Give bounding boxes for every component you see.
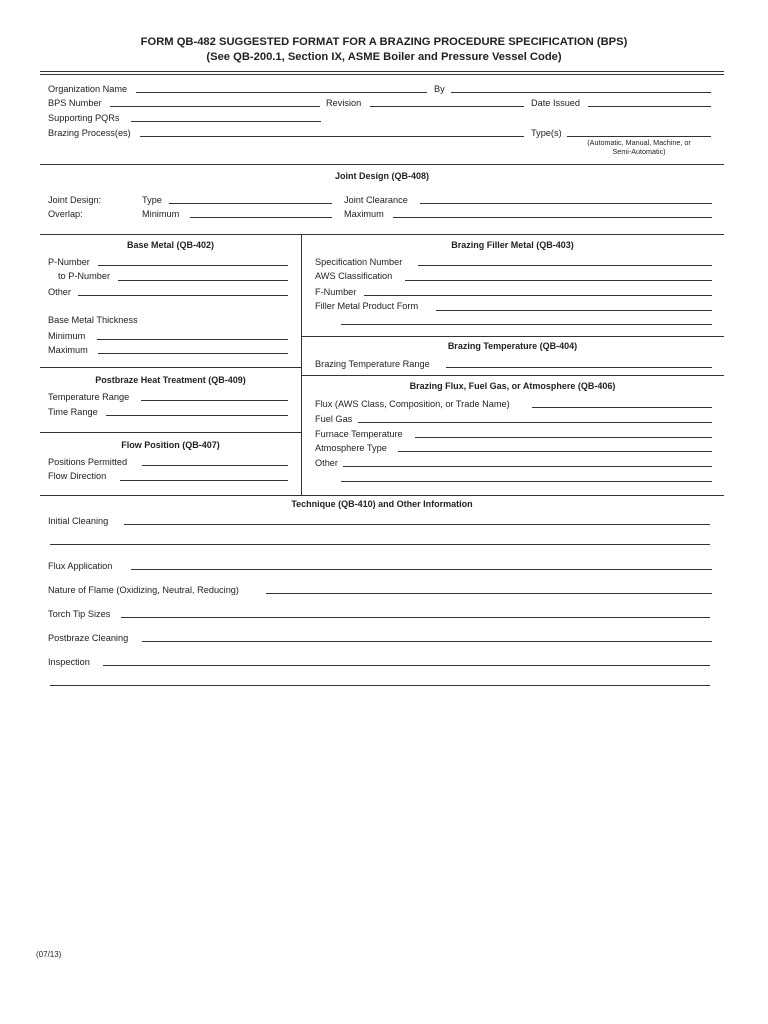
initial-cleaning-label: Initial Cleaning <box>48 516 109 526</box>
flux-label: Flux (AWS Class, Composition, or Trade Name) <box>315 399 510 409</box>
overlap-minimum-label: Minimum <box>142 209 180 219</box>
torch-tip-sizes-label: Torch Tip Sizes <box>48 609 111 619</box>
brazing-temperature-range-label: Brazing Temperature Range <box>315 359 430 369</box>
brazing-temperature-range-field[interactable] <box>446 367 712 368</box>
date-issued-field[interactable] <box>588 106 711 107</box>
p-number-field[interactable] <box>98 265 288 266</box>
atmosphere-type-label: Atmosphere Type <box>315 443 387 453</box>
date-issued-label: Date Issued <box>531 98 581 108</box>
fuel-gas-label: Fuel Gas <box>315 414 353 424</box>
types-label: Type(s) <box>531 128 562 138</box>
by-field[interactable] <box>451 92 711 93</box>
f-number-label: F-Number <box>315 287 357 297</box>
header-rule-bottom <box>40 74 724 75</box>
postbraze-heading: Postbraze Heat Treatment (QB-409) <box>95 375 246 385</box>
nature-of-flame-field[interactable] <box>266 593 712 594</box>
atmosphere-type-field[interactable] <box>398 451 712 452</box>
furnace-temperature-label: Furnace Temperature <box>315 429 403 439</box>
bps-number-label: BPS Number <box>48 98 102 108</box>
flow-direction-field[interactable] <box>120 480 288 481</box>
revision-field[interactable] <box>370 106 524 107</box>
form-subtitle: (See QB-200.1, Section IX, ASME Boiler and Pressure Vessel Code) <box>206 51 562 63</box>
supporting-pqrs-label: Supporting PQRs <box>48 113 120 123</box>
supporting-pqrs-field[interactable] <box>131 121 321 122</box>
pbht-time-range-label: Time Range <box>48 407 98 417</box>
revision-label: Revision <box>326 98 362 108</box>
header-rule-top <box>40 71 724 72</box>
nature-of-flame-label: Nature of Flame (Oxidizing, Neutral, Reducing) <box>48 585 239 595</box>
flux-heading: Brazing Flux, Fuel Gas, or Atmosphere (QB-406) <box>409 381 616 391</box>
by-label: By <box>434 84 445 94</box>
to-p-number-field[interactable] <box>118 280 288 281</box>
product-form-field[interactable] <box>436 310 712 311</box>
filler-metal-heading: Brazing Filler Metal (QB-403) <box>451 240 574 250</box>
thickness-minimum-label: Minimum <box>48 331 86 341</box>
brazing-temperature-heading: Brazing Temperature (QB-404) <box>447 341 578 351</box>
technique-heading: Technique (QB-410) and Other Information <box>291 499 473 509</box>
p-number-label: P-Number <box>48 257 90 267</box>
joint-design-label: Joint Design: <box>48 195 102 205</box>
joint-type-field[interactable] <box>169 203 332 204</box>
right-divider-temperature <box>301 336 724 337</box>
organization-name-label: Organization Name <box>48 84 128 94</box>
pbht-time-range-field[interactable] <box>106 415 288 416</box>
torch-tip-sizes-field[interactable] <box>121 617 710 618</box>
positions-permitted-label: Positions Permitted <box>48 457 128 467</box>
types-note-line-2: Semi-Automatic) <box>612 147 666 156</box>
postbraze-cleaning-field[interactable] <box>142 641 712 642</box>
flux-other-label: Other <box>315 458 338 468</box>
aws-classification-field[interactable] <box>405 280 712 281</box>
pbht-temperature-range-label: Temperature Range <box>48 392 130 402</box>
joint-design-heading: Joint Design (QB-408) <box>334 171 429 181</box>
inspection-field[interactable] <box>103 665 710 666</box>
section-divider-joint <box>40 164 724 165</box>
section-divider-metals <box>40 234 724 235</box>
flux-other-field[interactable] <box>343 466 712 467</box>
organization-name-field[interactable] <box>136 92 427 93</box>
brazing-processes-field[interactable] <box>140 136 524 137</box>
postbraze-cleaning-label: Postbraze Cleaning <box>48 633 129 643</box>
types-note-line-1: (Automatic, Manual, Machine, or <box>587 138 691 147</box>
footer-revision-code: (07/13) <box>36 950 62 959</box>
inspection-label: Inspection <box>48 657 90 667</box>
spec-number-field[interactable] <box>418 265 712 266</box>
joint-type-label: Type <box>142 195 162 205</box>
initial-cleaning-field[interactable] <box>124 524 710 525</box>
positions-permitted-field[interactable] <box>142 465 288 466</box>
fuel-gas-field[interactable] <box>358 422 712 423</box>
overlap-minimum-field[interactable] <box>190 217 332 218</box>
base-metal-heading: Base Metal (QB-402) <box>126 240 215 250</box>
left-divider-postbraze <box>40 367 301 368</box>
flow-position-heading: Flow Position (QB-407) <box>121 440 220 450</box>
flux-application-label: Flux Application <box>48 561 113 571</box>
overlap-maximum-field[interactable] <box>393 217 712 218</box>
product-form-field-continued[interactable] <box>341 324 712 325</box>
section-divider-technique <box>40 495 724 496</box>
overlap-maximum-label: Maximum <box>344 209 384 219</box>
aws-classification-label: AWS Classification <box>315 271 393 281</box>
bps-number-field[interactable] <box>110 106 320 107</box>
f-number-field[interactable] <box>364 295 712 296</box>
brazing-processes-label: Brazing Process(es) <box>48 128 131 138</box>
right-divider-flux <box>301 375 724 376</box>
thickness-minimum-field[interactable] <box>97 339 288 340</box>
to-p-number-label: to P-Number <box>58 271 111 281</box>
column-divider <box>301 234 302 495</box>
left-divider-flow <box>40 432 301 433</box>
initial-cleaning-field-continued[interactable] <box>50 544 710 545</box>
types-field[interactable] <box>567 136 711 137</box>
overlap-label: Overlap: <box>48 209 83 219</box>
flux-other-field-continued[interactable] <box>341 481 712 482</box>
spec-number-label: Specification Number <box>315 257 403 267</box>
flow-direction-label: Flow Direction <box>48 471 107 481</box>
form-title: FORM QB-482 SUGGESTED FORMAT FOR A BRAZING PROCEDURE SPECIFICATION (BPS) <box>140 36 628 48</box>
flux-field[interactable] <box>532 407 712 408</box>
base-thickness-label: Base Metal Thickness <box>48 315 138 325</box>
base-other-field[interactable] <box>78 295 288 296</box>
joint-clearance-field[interactable] <box>420 203 712 204</box>
product-form-label: Filler Metal Product Form <box>315 301 419 311</box>
furnace-temperature-field[interactable] <box>415 437 712 438</box>
thickness-maximum-field[interactable] <box>98 353 288 354</box>
pbht-temperature-range-field[interactable] <box>141 400 288 401</box>
flux-application-field[interactable] <box>131 569 712 570</box>
thickness-maximum-label: Maximum <box>48 345 88 355</box>
inspection-field-continued[interactable] <box>50 685 710 686</box>
base-other-label: Other <box>48 287 71 297</box>
joint-clearance-label: Joint Clearance <box>344 195 408 205</box>
